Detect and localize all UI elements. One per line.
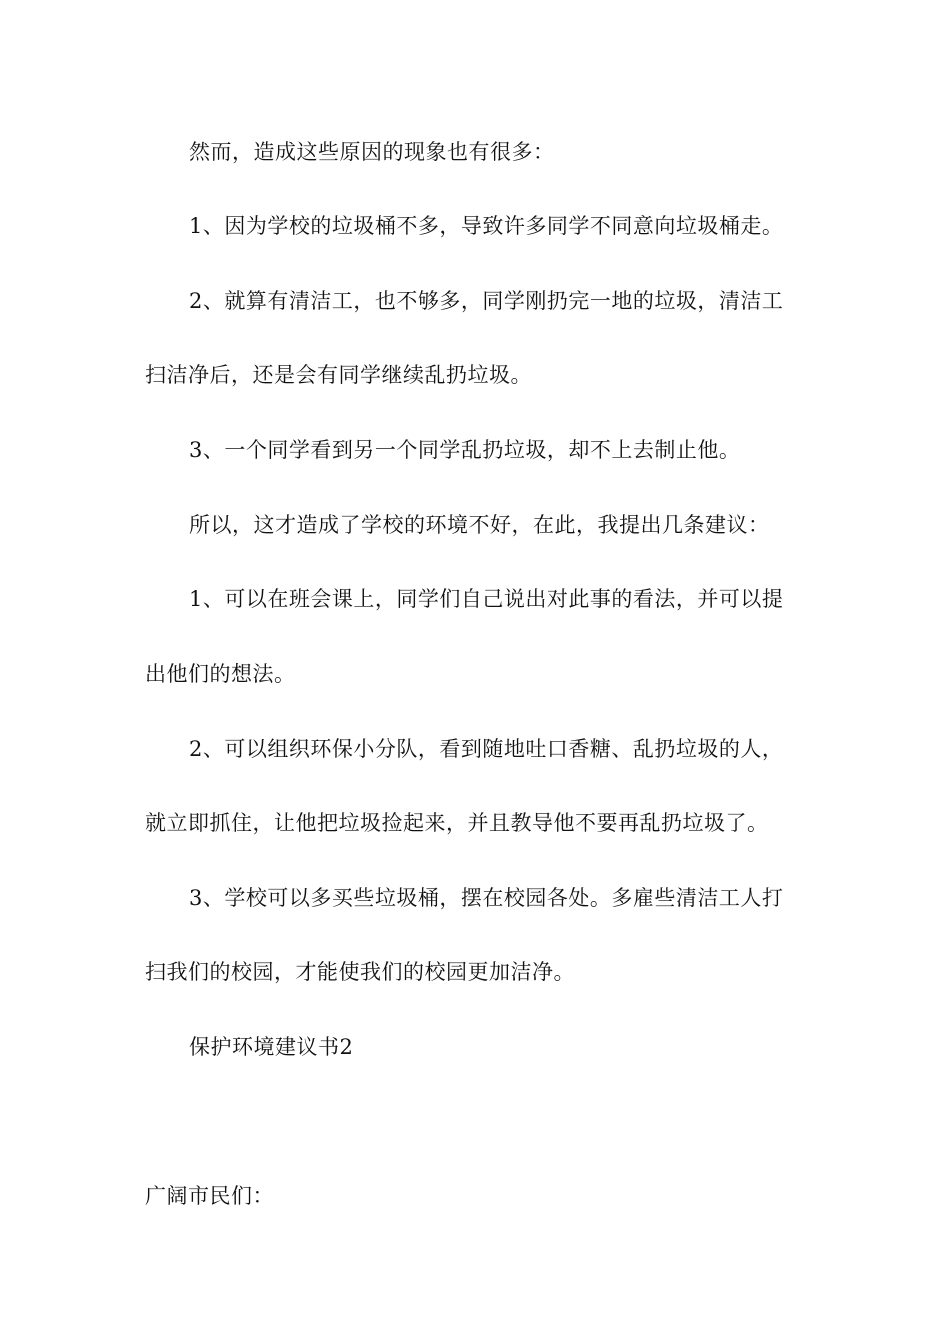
paragraph-line: 1、可以在班会课上，同学们自己说出对此事的看法，并可以提 bbox=[189, 587, 784, 611]
paragraph-line: 扫洁净后，还是会有同学继续乱扔垃圾。 bbox=[145, 363, 532, 387]
paragraph-line: 3、一个同学看到另一个同学乱扔垃圾，却不上去制止他。 bbox=[189, 438, 741, 462]
salutation: 广阔市民们： bbox=[145, 1184, 274, 1208]
paragraph-line: 就立即抓住，让他把垃圾捡起来，并且教导他不要再乱扔垃圾了。 bbox=[145, 811, 769, 835]
paragraph-line: 1、因为学校的垃圾桶不多，导致许多同学不同意向垃圾桶走。 bbox=[189, 214, 784, 238]
paragraph-line: 扫我们的校园，才能使我们的校园更加洁净。 bbox=[145, 960, 575, 984]
paragraph-line: 出他们的想法。 bbox=[145, 662, 296, 686]
paragraph-line: 所以，这才造成了学校的环境不好，在此，我提出几条建议： bbox=[189, 513, 770, 537]
paragraph-line: 然而，造成这些原因的现象也有很多： bbox=[189, 140, 555, 164]
paragraph-line: 2、可以组织环保小分队，看到随地吐口香糖、乱扔垃圾的人， bbox=[189, 737, 784, 761]
paragraph-line: 2、就算有清洁工，也不够多，同学刚扔完一地的垃圾，清洁工 bbox=[189, 289, 784, 313]
section-title: 保护环境建议书2 bbox=[189, 1035, 354, 1059]
paragraph-line: 3、学校可以多买些垃圾桶，摆在校园各处。多雇些清洁工人打 bbox=[189, 886, 784, 910]
